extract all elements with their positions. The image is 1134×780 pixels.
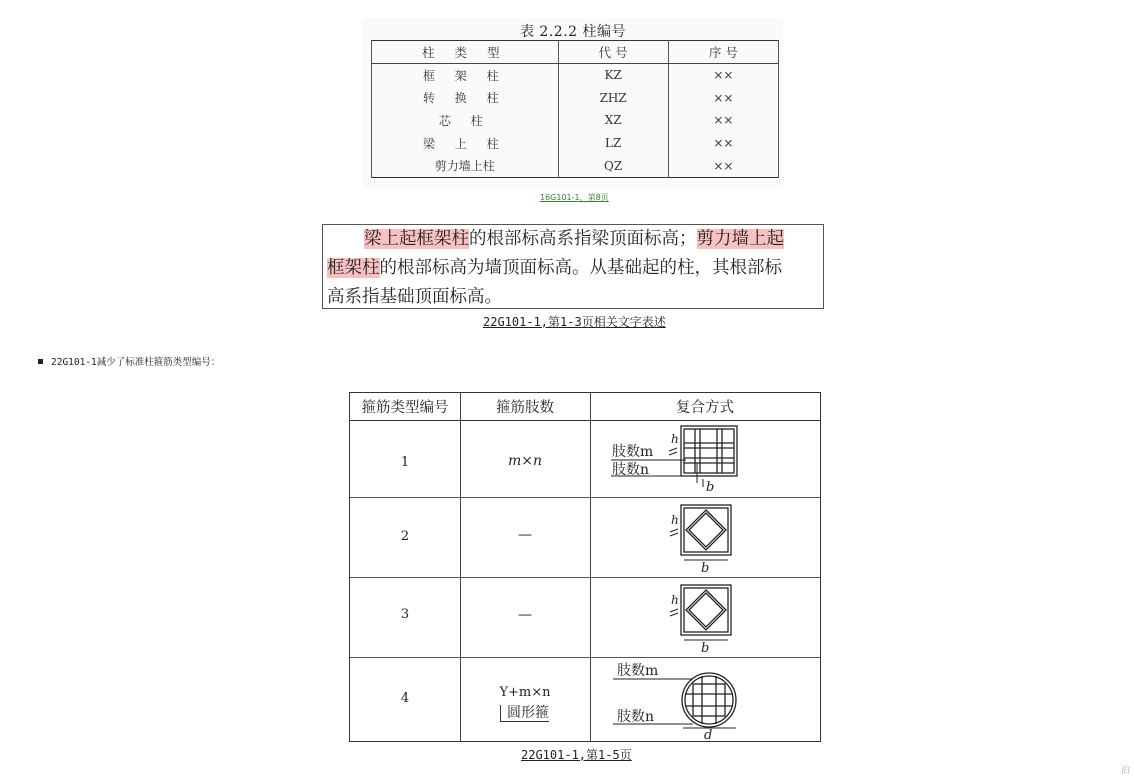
header-composite-mode: 复合方式	[676, 400, 734, 416]
quote-line-2	[327, 254, 819, 283]
header-stirrup-type-no: 箍筋类型编号	[361, 400, 449, 416]
table-header-row	[372, 41, 779, 64]
cell-type: 剪力墙上柱	[372, 154, 559, 177]
header-stirrup-limbs: 箍筋肢数	[496, 400, 554, 416]
table-row	[372, 87, 779, 110]
table-row	[372, 132, 779, 155]
label-limb-m: 肢数m	[617, 663, 659, 679]
corner-watermark: 泊	[1120, 766, 1130, 776]
cell-type: 框 架 柱	[372, 64, 559, 87]
label-h: h	[671, 513, 679, 527]
highlight-shearwall-column: 剪力墙上起	[696, 229, 784, 249]
stirrup-limb-count: —	[518, 527, 532, 543]
cell-code: KZ	[558, 64, 668, 87]
stirrup-circular-note: 圆形箍	[500, 705, 549, 722]
cell-type: 梁 上 柱	[372, 132, 559, 155]
label-limb-n: 肢数n	[617, 709, 655, 725]
quote-caption-link[interactable]: 22G101-1,第1-3页相关文字表述	[483, 315, 666, 329]
label-h: h	[671, 593, 679, 607]
header-code: 代 号	[558, 41, 668, 64]
composite-stirrup-diagram-4	[591, 658, 820, 741]
bullet-item	[38, 354, 220, 368]
table-title: 表 2.2.2 柱编号	[519, 24, 627, 40]
stirrup-caption-link[interactable]: 22G101-1,第1-5页	[521, 748, 632, 762]
label-limb-n: 肢数n	[612, 462, 650, 478]
bullet-text: 22G101-1减少了标准柱箍筋类型编号：	[51, 357, 221, 368]
stirrup-type-number: 1	[400, 455, 410, 470]
highlight-frame-column: 框架柱	[327, 258, 380, 278]
composite-stirrup-diagram-2	[591, 498, 820, 577]
stirrup-table-header	[350, 393, 820, 421]
quote-text: 的根部标高系指梁顶面标高；	[469, 229, 697, 249]
cell-code: XZ	[558, 109, 668, 132]
cell-code: LZ	[558, 132, 668, 155]
table-row	[372, 64, 779, 87]
label-b: b	[701, 561, 710, 576]
label-b: b	[706, 480, 715, 495]
table-row	[372, 154, 779, 177]
column-number-table	[371, 40, 779, 178]
stirrup-type-number: 3	[400, 607, 410, 622]
quote-excerpt-image	[322, 224, 824, 309]
composite-stirrup-diagram-1	[591, 421, 820, 497]
bullet-square-icon	[38, 359, 43, 364]
label-d: d	[704, 728, 713, 741]
stirrup-type-number: 2	[400, 529, 410, 544]
cell-serial: ××	[668, 109, 778, 132]
stirrup-limb-count: —	[518, 607, 532, 623]
stirrup-type-table-image	[349, 392, 821, 742]
stirrup-limb-count: m×n	[507, 453, 543, 469]
column-number-table-image	[363, 18, 783, 188]
table-row	[372, 109, 779, 132]
source-link-16g101[interactable]: 16G101-1，第8页	[540, 193, 609, 202]
cell-serial: ××	[668, 64, 778, 87]
quote-text: 的根部标高为墙顶面标高。从基础起的柱，其根部标	[379, 258, 782, 278]
label-b: b	[701, 641, 710, 656]
cell-code: ZHZ	[558, 87, 668, 110]
cell-code: QZ	[558, 154, 668, 177]
composite-stirrup-diagram-3	[591, 578, 820, 657]
quote-line-3: 高系指基础顶面标高。	[327, 287, 502, 307]
cell-type: 芯 柱	[372, 109, 559, 132]
cell-serial: ××	[668, 154, 778, 177]
header-column-type: 柱 类 型	[372, 41, 559, 64]
stirrup-type-number: 4	[400, 691, 410, 706]
label-h: h	[671, 432, 679, 446]
label-limb-m: 肢数m	[612, 444, 654, 460]
highlight-beam-column: 梁上起框架柱	[364, 229, 469, 249]
cell-type: 转 换 柱	[372, 87, 559, 110]
header-serial: 序 号	[668, 41, 778, 64]
stirrup-limb-count: Y+m×n	[499, 685, 551, 700]
cell-serial: ××	[668, 87, 778, 110]
cell-serial: ××	[668, 132, 778, 155]
quote-line-1	[327, 225, 819, 254]
